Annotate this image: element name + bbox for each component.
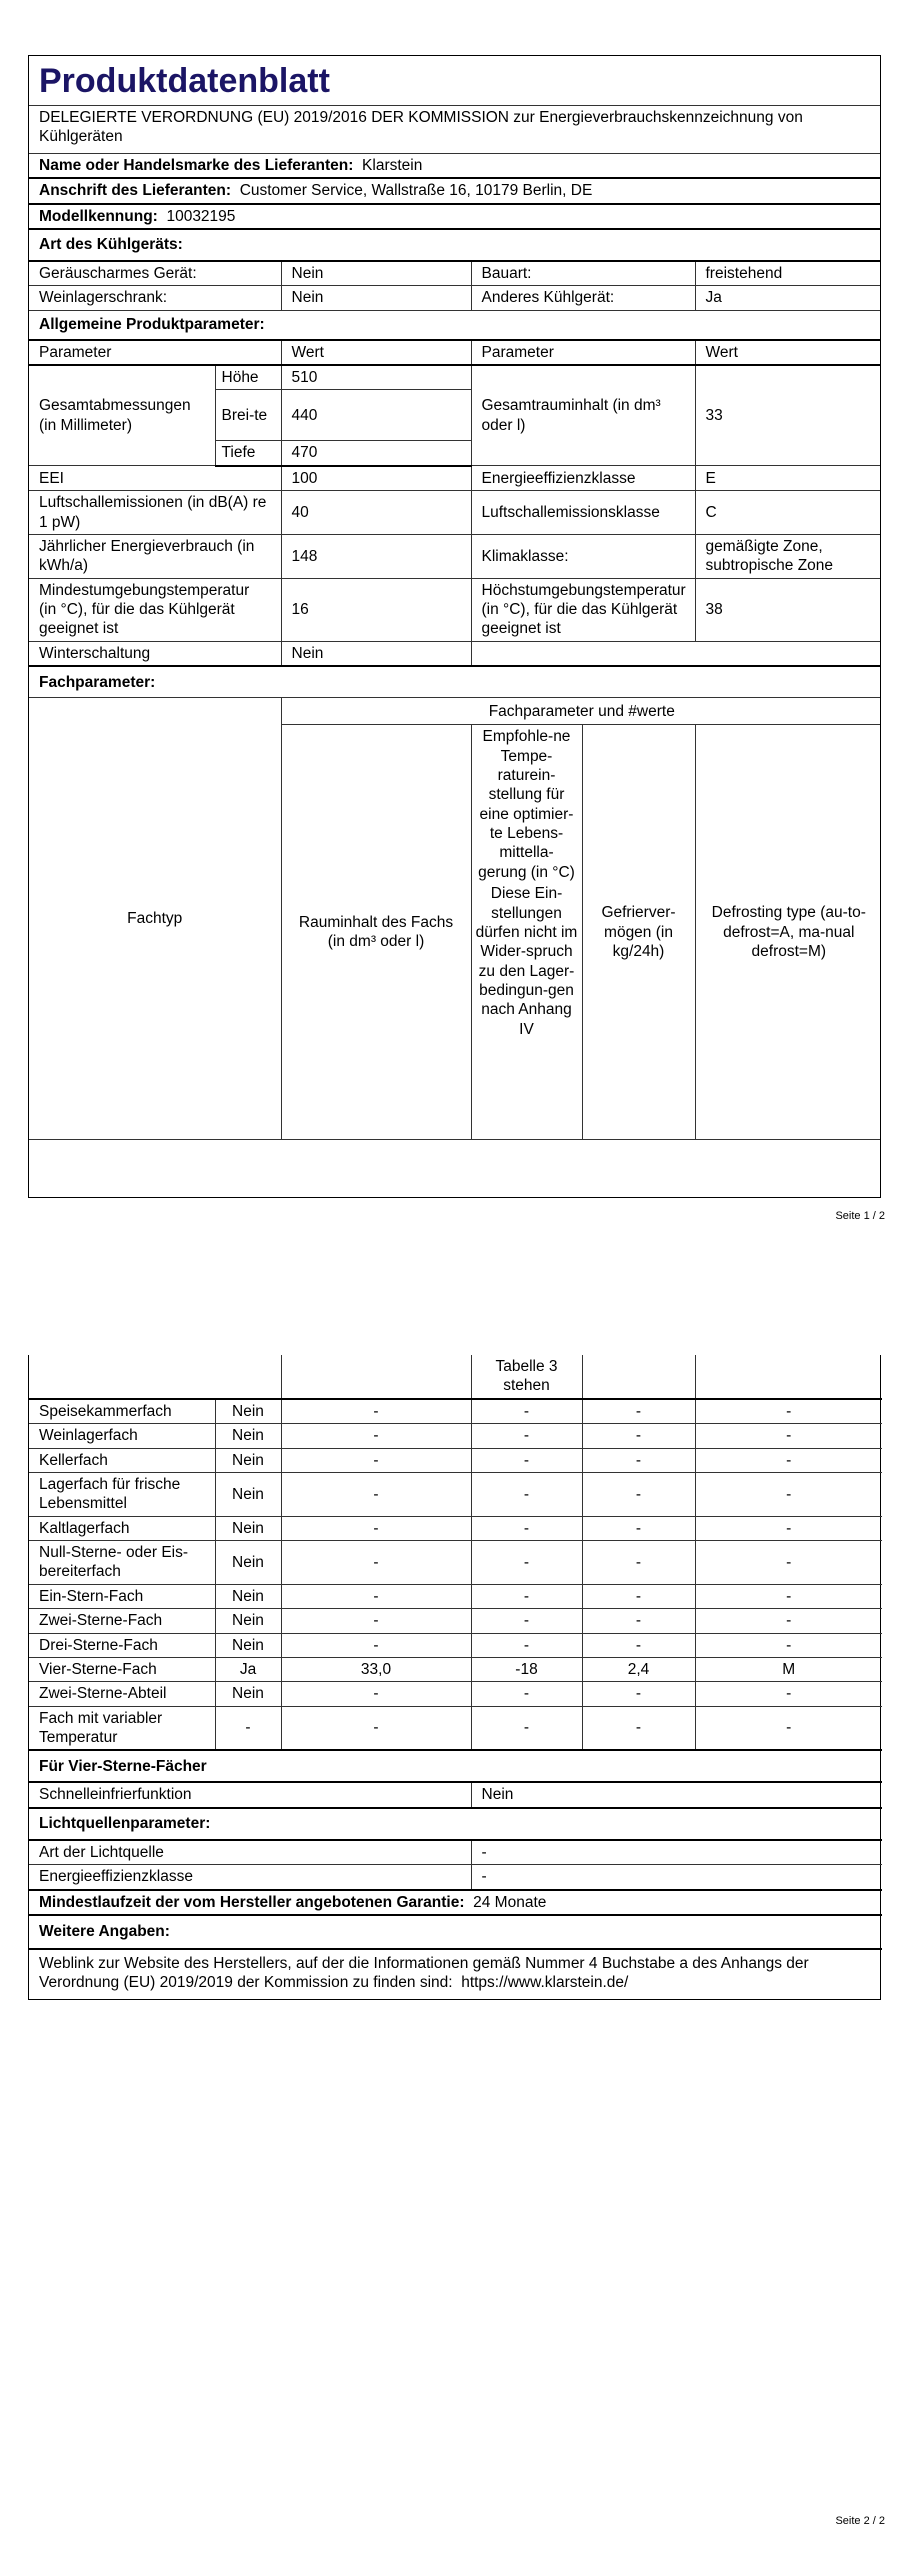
comp-name: Fach mit variabler Temperatur [29,1706,215,1750]
comp-volume: - [281,1584,471,1608]
quick-freeze-value: Nein [471,1782,882,1807]
model-row [29,204,880,229]
table-header-row [29,1355,882,1399]
comp-temp: - [471,1609,582,1633]
more-text-cell [29,1949,882,1999]
empty-cell [582,1355,695,1399]
more-heading: Weitere Angaben: [29,1915,882,1949]
comp-freeze: - [582,1682,695,1706]
comp-present: Nein [215,1448,281,1472]
comp-temp: - [471,1424,582,1448]
more-text: Weblink zur Website des Herstellers, auf der die Informationen gemäß Nummer 4 Buchstabe a des Anhangs der Verordnung (EU) 2019/2019 der Kommission zu finden sind: [39,1954,809,1992]
comp-volume: - [281,1399,471,1424]
appliance-type-table [29,262,881,311]
table-row [29,1609,882,1633]
appliance-label: Geräuscharmes Gerät: [29,262,281,286]
general-heading: Allgemeine Produktparameter: [29,311,880,340]
empty-cell [281,1355,471,1399]
four-star-table [29,1751,882,1998]
comp-name: Weinlagerfach [29,1424,215,1448]
comp-defrost: - [695,1472,882,1516]
comp-freeze: - [582,1424,695,1448]
appliance-label: Bauart: [471,262,695,286]
empty-cell [29,1355,281,1399]
compartments-header-table [29,698,881,1140]
comp-present: Nein [215,1633,281,1657]
comp-defrost: - [695,1516,882,1540]
comp-temp: - [471,1541,582,1585]
dim-value: 510 [281,365,471,390]
comp-temp: - [471,1584,582,1608]
dim-label: Höhe [215,365,281,390]
comp-name: Lagerfach für frische Lebensmittel [29,1472,215,1516]
table-row [29,578,881,641]
comp-freeze: - [582,1472,695,1516]
appliance-value: Nein [281,262,471,286]
appliance-label: Anderes Kühlgerät: [471,286,695,310]
dim-value: 470 [281,441,471,466]
comp-present: Nein [215,1682,281,1706]
comp-name: Zwei-Sterne-Fach [29,1609,215,1633]
comp-name: Drei-Sterne-Fach [29,1633,215,1657]
winter-label: Winterschaltung [29,641,281,666]
model-value: 10032195 [166,207,236,225]
light-label: Art der Lichtquelle [29,1840,471,1865]
comp-defrost: - [695,1541,882,1585]
supplier-label: Name oder Handelsmarke des Lieferanten: [39,156,354,174]
table-row [29,1448,882,1472]
comp-freeze: 2,4 [582,1657,695,1681]
col-param: Parameter [29,341,281,365]
warranty-row [29,1890,882,1915]
comp-present: Nein [215,1472,281,1516]
table-row [29,1399,882,1424]
comp-volume: - [281,1472,471,1516]
table-row [29,1472,882,1516]
dim-label: Tiefe [215,441,281,466]
address-label: Anschrift des Lieferanten: [39,182,232,200]
param-label: Mindestumgebungstemperatur (in °C), für die das Kühlgerät geeignet ist [29,578,281,641]
table-row [29,1865,882,1890]
light-heading: Lichtquellenparameter: [29,1808,882,1840]
col-type: Fachtyp [29,698,281,1140]
comp-volume: - [281,1682,471,1706]
group-header: Fachparameter und #werte [281,698,881,725]
appliance-label: Weinlagerschrank: [29,286,281,310]
comp-freeze: - [582,1448,695,1472]
quick-freeze-label: Schnelleinfrierfunktion [29,1782,471,1807]
comp-defrost: - [695,1448,882,1472]
comp-volume: - [281,1516,471,1540]
comp-temp: - [471,1399,582,1424]
comp-name: Ein-Stern-Fach [29,1584,215,1608]
comp-freeze: - [582,1633,695,1657]
page-number: Seite 2 / 2 [835,2515,885,2527]
param-value: 40 [281,491,471,535]
comp-present: Nein [215,1424,281,1448]
param-value: C [695,491,881,535]
comp-defrost: - [695,1424,882,1448]
comp-present: Nein [215,1399,281,1424]
comp-temp: - [471,1472,582,1516]
comp-volume: - [281,1541,471,1585]
compartments-heading-table [29,667,880,698]
comp-name: Speisekammerfach [29,1399,215,1424]
compartments-heading: Fachparameter: [29,667,880,698]
comp-name: Zwei-Sterne-Abteil [29,1682,215,1706]
param-value: 148 [281,534,471,578]
light-value: - [471,1865,882,1890]
comp-freeze: - [582,1609,695,1633]
param-value: E [695,466,881,491]
comp-present: Nein [215,1609,281,1633]
address-row [29,178,880,203]
col-temp [471,725,582,1140]
table-row [29,641,881,666]
page-title: Produktdatenblatt [29,56,880,106]
general-heading-table [29,311,880,341]
param-label: Luftschallemissionsklasse [471,491,695,535]
appliance-value: freistehend [695,262,881,286]
param-label: EEI [29,466,281,491]
empty-cell [471,641,881,666]
table-row [29,491,881,535]
comp-defrost: - [695,1706,882,1750]
manufacturer-link[interactable]: https://www.klarstein.de/ [461,1974,629,1992]
col-temp-text: Empfohle-ne Tempe-raturein-stellung für eine optimier-te Lebens-mittella-gerung (in °C) [478,728,575,881]
table-row [29,1890,882,1915]
param-value: 16 [281,578,471,641]
comp-freeze: - [582,1516,695,1540]
comp-temp: -18 [471,1657,582,1681]
comp-freeze: - [582,1706,695,1750]
model-label: Modellkennung: [39,207,158,225]
comp-temp: - [471,1633,582,1657]
param-label: Luftschallemissionen (in dB(A) re 1 pW) [29,491,281,535]
table-row [29,1682,882,1706]
param-value: gemäßigte Zone, subtropische Zone [695,534,881,578]
light-label: Energieeffizienzklasse [29,1865,471,1890]
table-row [29,1840,882,1865]
table-row [29,1633,882,1657]
winter-value: Nein [281,641,471,666]
comp-defrost: M [695,1657,882,1681]
comp-present: Nein [215,1584,281,1608]
general-params-table [29,341,881,668]
table-row [29,286,881,310]
comp-freeze: - [582,1541,695,1585]
param-label: Höchstumgebungstemperatur (in °C), für die das Kühlgerät geeignet ist [471,578,695,641]
comp-temp: - [471,1682,582,1706]
comp-present: Nein [215,1516,281,1540]
col-defrost: Defrosting type (au-to-defrost=A, ma-nual defrost=M) [695,725,881,1140]
warranty-label: Mindestlaufzeit der vom Hersteller angebotenen Garantie: [39,1893,465,1911]
table-row [29,1516,882,1540]
param-label: Energieeffizienzklasse [471,466,695,491]
param-value: 38 [695,578,881,641]
warranty-value: 24 Monate [473,1893,547,1911]
appliance-type-heading: Art des Kühlgeräts: [29,229,880,261]
comp-temp: - [471,1516,582,1540]
col-param: Parameter [471,341,695,365]
supplier-value: Klarstein [362,156,423,174]
page-2 [0,1280,905,2560]
header-table [29,56,880,262]
comp-present: Ja [215,1657,281,1681]
col-value: Wert [281,341,471,365]
comp-defrost: - [695,1584,882,1608]
param-value: 100 [281,466,471,491]
table-row [29,1657,882,1681]
comp-temp: - [471,1448,582,1472]
table-header-row [29,698,881,725]
comp-volume: - [281,1609,471,1633]
comp-defrost: - [695,1633,882,1657]
compartments-body [29,1399,882,1751]
empty-cell [695,1355,882,1399]
comp-name: Kaltlagerfach [29,1516,215,1540]
table-row [29,1949,882,1999]
dim-value: 440 [281,390,471,441]
col-value: Wert [695,341,881,365]
comp-volume: - [281,1633,471,1657]
comp-volume: - [281,1706,471,1750]
comp-name: Kellerfach [29,1448,215,1472]
comp-volume: 33,0 [281,1657,471,1681]
page-number: Seite 1 / 2 [835,1210,885,1222]
table-row [29,466,881,491]
col-temp-text-2: Diese Ein-stellungen dürfen nicht im Wider-spruch zu den Lager-bedingun-gen nach Anhang IV [475,885,578,1038]
supplier-row [29,153,880,178]
comp-volume: - [281,1424,471,1448]
table-row [29,1424,882,1448]
regulation-text: DELEGIERTE VERORDNUNG (EU) 2019/2016 DER KOMMISSION zur Energieverbrauchskennzeichnung von Kühlgeräten [29,106,880,154]
comp-freeze: - [582,1399,695,1424]
col-freeze: Gefrierver-mögen (in kg/24h) [582,725,695,1140]
comp-freeze: - [582,1584,695,1608]
param-label: Jährlicher Energieverbrauch (in kWh/a) [29,534,281,578]
volume-label: Gesamtrauminhalt (in dm³ oder l) [471,365,695,466]
table-row [29,1584,882,1608]
col-temp-cont: Tabelle 3 stehen [471,1355,582,1399]
appliance-value: Ja [695,286,881,310]
comp-present: - [215,1706,281,1750]
table-row [29,365,881,390]
comp-present: Nein [215,1541,281,1585]
comp-name: Null-Sterne- oder Eis-bereiterfach [29,1541,215,1585]
comp-defrost: - [695,1399,882,1424]
comp-name: Vier-Sterne-Fach [29,1657,215,1681]
table-row [29,262,881,286]
appliance-value: Nein [281,286,471,310]
four-star-heading: Für Vier-Sterne-Fächer [29,1751,882,1782]
dims-label: Gesamtabmessungen (in Millimeter) [29,365,215,466]
address-value: Customer Service, Wallstraße 16, 10179 Berlin, DE [239,182,593,200]
volume-value: 33 [695,365,881,466]
col-volume: Rauminhalt des Fachs (in dm³ oder l) [281,725,471,1140]
comp-defrost: - [695,1682,882,1706]
table-row [29,1541,882,1585]
table-row [29,534,881,578]
table-row [29,1782,882,1807]
comp-volume: - [281,1448,471,1472]
param-label: Klimaklasse: [471,534,695,578]
compartments-table [29,1355,882,1751]
table-row [29,1706,882,1750]
dim-label: Brei-te [215,390,281,441]
comp-temp: - [471,1706,582,1750]
datasheet-frame-page-1 [28,55,881,1198]
light-value: - [471,1840,882,1865]
table-header-row [29,341,881,365]
datasheet-frame-page-2 [28,1355,881,2000]
comp-defrost: - [695,1609,882,1633]
